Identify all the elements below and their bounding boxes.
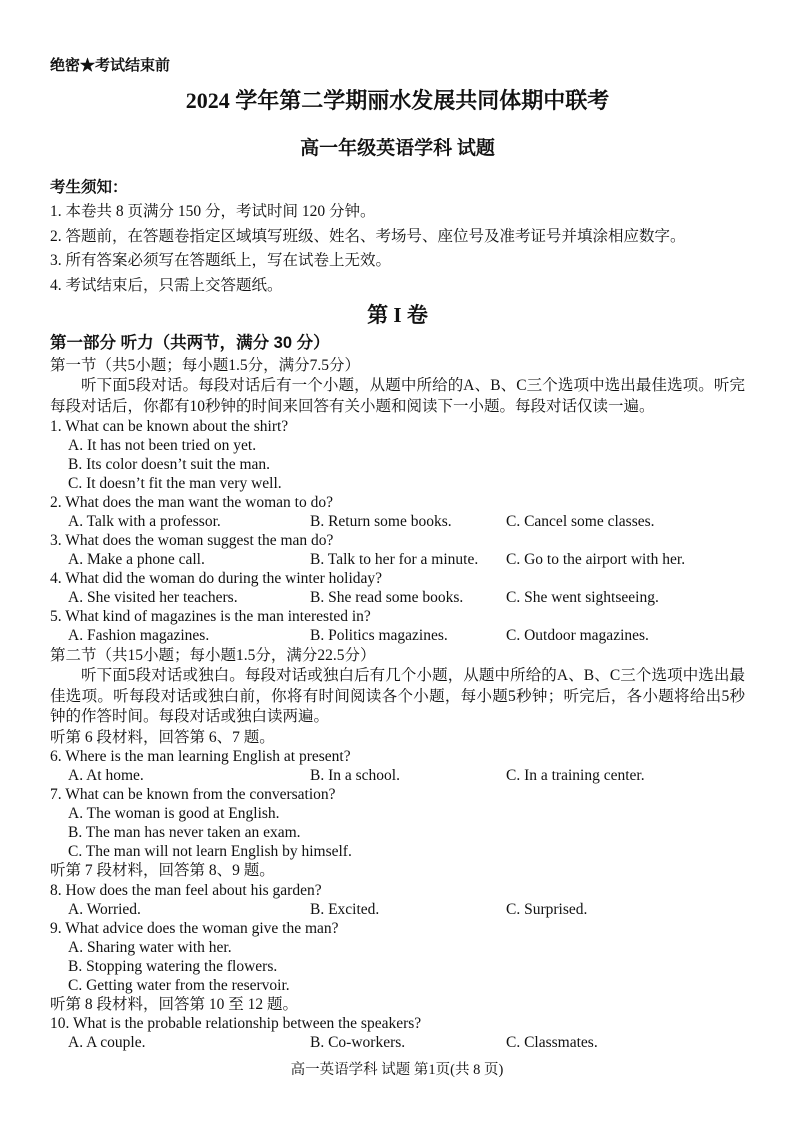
section2-instructions: 听下面5段对话或独白。每段对话或独白后有几个小题，从题中所给的A、B、C三个选项中选出最佳选项。听每段对话或独白前，你将有时间阅读各个小题，每小题5秒钟；听完后，各小题将给出5秒钟的作答时间。每段对话或独白读两遍。 <box>50 667 745 725</box>
option-c: C. Classmates. <box>506 1034 598 1051</box>
option-c: C. In a training center. <box>506 767 645 784</box>
question-text: 4. What did the woman do during the winter holiday? <box>50 570 383 587</box>
notice-list <box>50 200 745 298</box>
option-c: C. Outdoor magazines. <box>506 627 649 644</box>
option-a: A. The woman is good at English. <box>68 805 280 822</box>
option-b: B. Stopping watering the flowers. <box>68 957 278 975</box>
option-a: A. Fashion magazines. <box>68 627 210 644</box>
question-item <box>50 493 745 531</box>
notice-item: 3. 所有答案必须写在答题纸上，写在试卷上无效。 <box>50 252 392 269</box>
option-b: B. Talk to her for a minute. <box>310 551 479 568</box>
option-c: C. The man will not learn English by himself. <box>68 843 352 860</box>
options <box>50 900 745 919</box>
option-b: B. In a school. <box>310 767 400 784</box>
question-text: 6. Where is the man learning English at present? <box>50 748 351 765</box>
question-text: 2. What does the man want the woman to do? <box>50 494 333 511</box>
question-item <box>50 785 745 861</box>
option-a: A. She visited her teachers. <box>68 589 238 606</box>
question-item <box>50 881 745 919</box>
option-b: B. Co-workers. <box>310 1034 406 1051</box>
section1-questions <box>50 417 745 645</box>
notice-section <box>50 176 745 298</box>
notice-item: 4. 考试结束后，只需上交答题纸。 <box>50 276 283 294</box>
option-a: A. Worried. <box>68 900 141 918</box>
options <box>50 766 745 785</box>
option-a: A. Talk with a professor. <box>68 513 221 530</box>
material-line: 听第 6 段材料，回答第 6、7 题。 <box>50 728 275 746</box>
material-line: 听第 7 段材料，回答第 8、9 题。 <box>50 862 275 879</box>
part1-heading: 第一部分 听力（共两节，满分 30 分） <box>50 334 330 352</box>
section1-heading: 第一节（共5小题；每小题1.5分，满分7.5分） <box>50 357 361 374</box>
options <box>50 512 745 531</box>
question-text: 10. What is the probable relationship between the speakers? <box>50 1015 422 1032</box>
question-item <box>50 1014 745 1052</box>
option-b: B. Its color doesn’t suit the man. <box>68 456 271 473</box>
option-b: B. Return some books. <box>310 513 452 530</box>
option-a: A. At home. <box>68 767 144 784</box>
option-b: B. She read some books. <box>310 589 464 606</box>
question-item <box>50 417 745 493</box>
option-a: A. Sharing water with her. <box>68 938 232 956</box>
option-a: A. A couple. <box>68 1034 146 1051</box>
option-c: C. Surprised. <box>506 900 588 918</box>
options <box>50 804 745 861</box>
classification-label: 绝密★考试结束前 <box>50 58 171 74</box>
notice-item: 1. 本卷共 8 页满分 150 分，考试时间 120 分钟。 <box>50 203 376 220</box>
option-c: C. She went sightseeing. <box>506 589 659 606</box>
notice-heading: 考生须知： <box>50 179 128 196</box>
question-item <box>50 747 745 785</box>
question-text: 7. What can be known from the conversation? <box>50 786 336 803</box>
options <box>50 436 745 493</box>
question-item <box>50 919 745 995</box>
option-a: A. It has not been tried on yet. <box>68 437 257 454</box>
question-text: 3. What does the woman suggest the man do? <box>50 532 334 549</box>
material-line: 听第 8 段材料，回答第 10 至 12 题。 <box>50 995 299 1013</box>
options <box>50 626 745 645</box>
options <box>50 1033 745 1052</box>
question-item <box>50 569 745 607</box>
option-c: C. Getting water from the reservoir. <box>68 976 290 994</box>
question-text: 9. What advice does the woman give the man? <box>50 919 339 937</box>
question-item <box>50 531 745 569</box>
option-c: C. Cancel some classes. <box>506 513 655 530</box>
section2-blocks <box>50 728 745 1053</box>
option-b: B. Excited. <box>310 900 380 918</box>
options <box>50 938 745 995</box>
exam-subtitle: 高一年级英语学科 试题 <box>300 138 495 159</box>
question-item <box>50 607 745 645</box>
notice-item: 2. 答题前，在答题卷指定区域填写班级、姓名、考场号、座位号及准考证号并填涂相应数字。 <box>50 227 686 245</box>
question-text: 8. How does the man feel about his garden? <box>50 881 322 899</box>
section1-instructions: 听下面5段对话。每段对话后有一个小题，从题中所给的A、B、C三个选项中选出最佳选项。听完每段对话后，你都有10秒钟的时间来回答有关小题和阅读下一小题。每段对话仅读一遍。 <box>50 377 745 415</box>
exam-title: 2024 学年第二学期丽水发展共同体期中联考 <box>185 88 610 113</box>
option-c: C. It doesn’t fit the man very well. <box>68 475 282 492</box>
option-c: C. Go to the airport with her. <box>506 551 686 568</box>
section2-heading: 第二节（共15小题；每小题1.5分，满分22.5分） <box>50 647 376 664</box>
options <box>50 588 745 607</box>
option-b: B. Politics magazines. <box>310 627 448 644</box>
page-footer: 高一英语学科 试题 第1页(共 8 页) <box>290 1062 504 1078</box>
option-b: B. The man has never taken an exam. <box>68 824 301 841</box>
option-a: A. Make a phone call. <box>68 551 205 568</box>
volume-heading: 第 I 卷 <box>367 303 428 327</box>
options <box>50 550 745 569</box>
question-text: 5. What kind of magazines is the man interested in? <box>50 608 371 625</box>
question-text: 1. What can be known about the shirt? <box>50 418 289 435</box>
